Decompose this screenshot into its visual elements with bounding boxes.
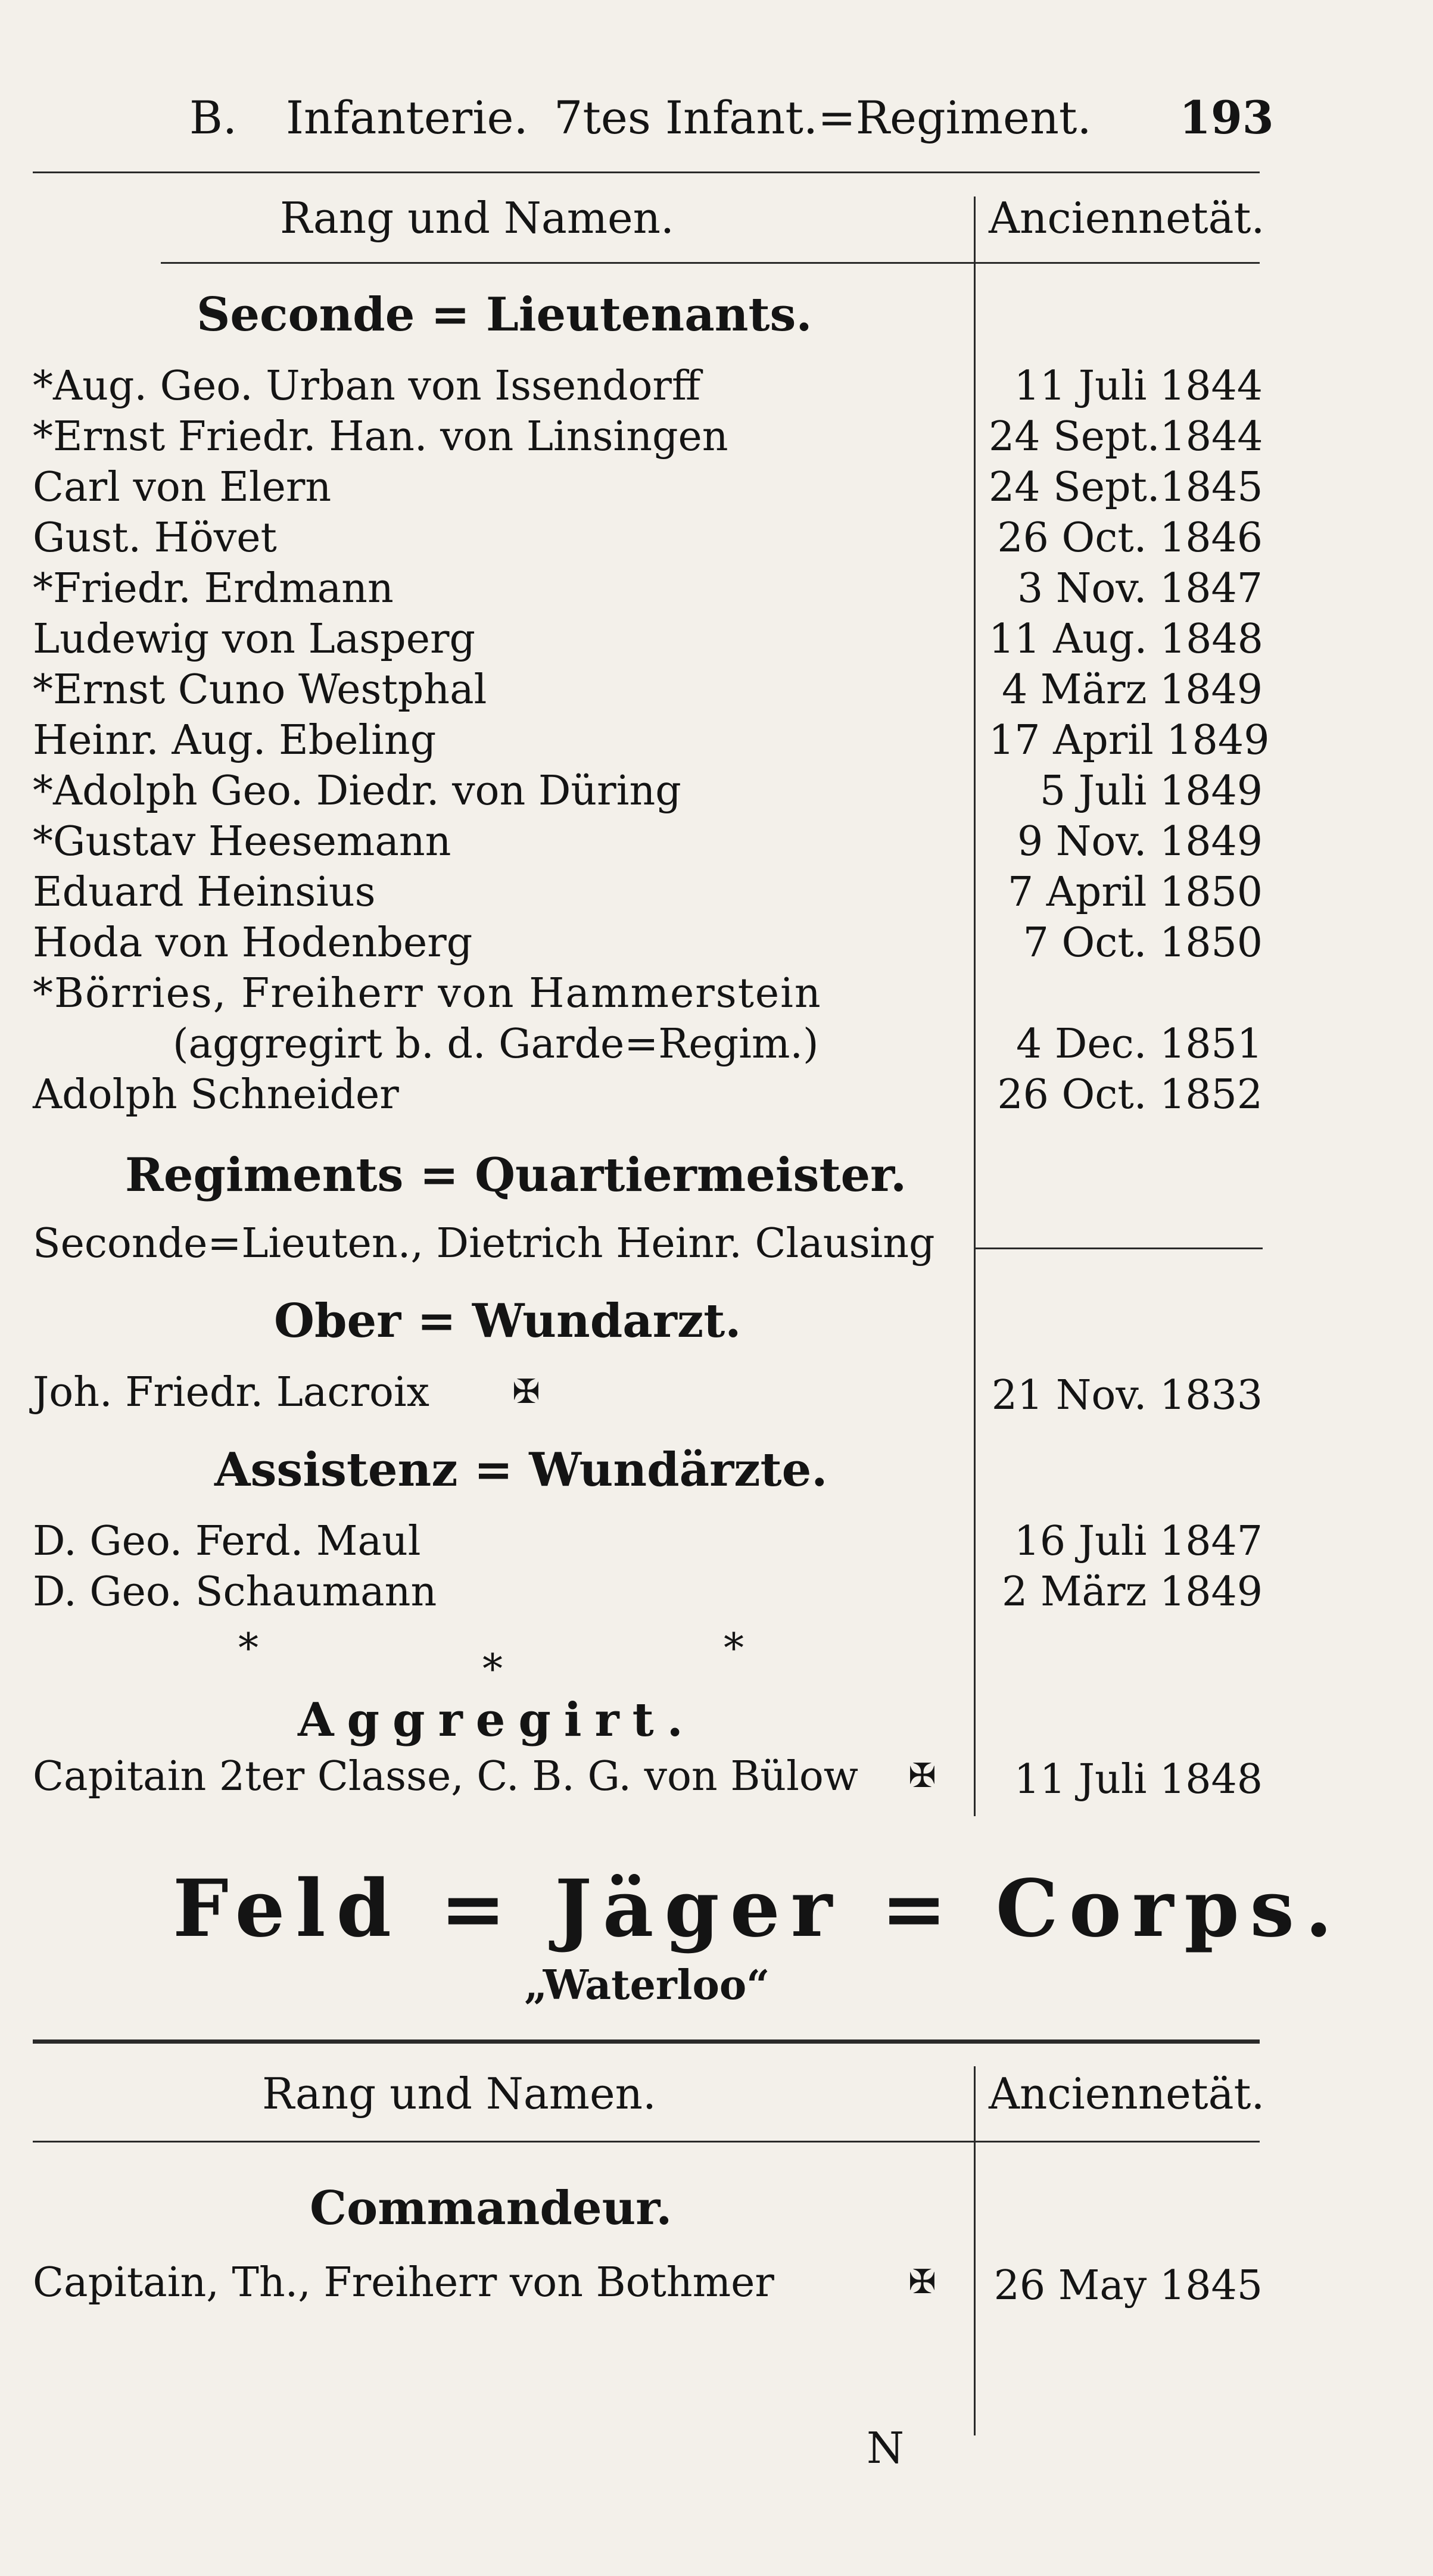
list-item-date: 24 Sept.1845 (989, 464, 1263, 511)
aggregirt-date: 11 Juli 1848 (1014, 1756, 1263, 1803)
order-cross-icon: ✠ (908, 1757, 936, 1795)
column-header-rule (161, 262, 1260, 264)
page-number: 193 (1179, 91, 1274, 144)
list-item: Gust. Hövet (33, 514, 277, 562)
list-item-date: 4 März 1849 (1001, 666, 1263, 713)
column-header-date: Anciennetät. (989, 2069, 1265, 2119)
list-item-date: 9 Nov. 1849 (1017, 818, 1263, 865)
list-item-date: 11 Juli 1844 (1014, 363, 1263, 410)
list-item: *Aug. Geo. Urban von Issendorff (33, 363, 701, 410)
list-item: *Ernst Friedr. Han. von Linsingen (33, 413, 728, 460)
category-title: Infanterie. (286, 91, 528, 144)
list-item: Carl von Elern (33, 464, 332, 511)
commandeur-name: Capitain, Th., Freiherr von Bothmer (33, 2259, 774, 2306)
section-letter: B. (189, 91, 238, 144)
list-item-date: 7 April 1850 (1007, 869, 1263, 916)
list-item-date: 11 Aug. 1848 (989, 616, 1263, 663)
quartiermeister-name: Seconde=Lieuten., Dietrich Heinr. Clausing (33, 1220, 935, 1267)
list-item: Ludewig von Lasperg (33, 616, 475, 663)
commandeur-date: 26 May 1845 (993, 2262, 1263, 2309)
list-item-date: 3 Nov. 1847 (1017, 565, 1263, 612)
order-cross-icon: ✠ (908, 2263, 936, 2301)
section-title-ober-wundarzt: Ober = Wundarzt. (274, 1294, 742, 1348)
list-item-date: 16 Juli 1847 (1014, 1518, 1263, 1565)
list-item-date: 26 Oct. 1852 (997, 1071, 1263, 1118)
list-item-date: 17 April 1849 (989, 717, 1270, 764)
column-header-name: Rang und Namen. (262, 2069, 656, 2119)
list-item: *Gustav Heesemann (33, 818, 451, 865)
list-item: *Friedr. Erdmann (33, 565, 394, 612)
section-title-aggregirt: Aggregirt. (298, 1693, 696, 1747)
signature-mark: N (867, 2423, 904, 2473)
list-item: Hoda von Hodenberg (33, 919, 473, 966)
corps-title: Feld = Jäger = Corps. (173, 1863, 1343, 1955)
column-divider (974, 197, 976, 1816)
list-item-date: 7 Oct. 1850 (1023, 919, 1263, 966)
list-item-date: 4 Dec. 1851 (1015, 1021, 1263, 1068)
separator-star: * (724, 1625, 744, 1672)
list-item-date: 26 Oct. 1846 (997, 514, 1263, 562)
separator-star: * (482, 1646, 503, 1693)
list-item: *Adolph Geo. Diedr. von Düring (33, 768, 681, 815)
column-header-date: Anciennetät. (989, 193, 1265, 243)
section-title-assistenz-wundaerzte: Assistenz = Wundärzte. (214, 1443, 828, 1497)
header-rule (33, 171, 1260, 173)
list-item: *Ernst Cuno Westphal (33, 666, 487, 713)
list-item-note: (aggregirt b. d. Garde=Regim.) (173, 1021, 819, 1068)
list-item: D. Geo. Ferd. Maul (33, 1518, 421, 1565)
section-title-commandeur: Commandeur. (310, 2181, 672, 2235)
section-title-quartiermeister: Regiments = Quartiermeister. (125, 1148, 907, 1202)
ober-wundarzt-date: 21 Nov. 1833 (991, 1372, 1263, 1419)
aggregirt-name: Capitain 2ter Classe, C. B. G. von Bülow (33, 1753, 858, 1800)
list-item: Adolph Schneider (33, 1071, 399, 1118)
list-item: Eduard Heinsius (33, 869, 376, 916)
column-divider (974, 2066, 976, 2435)
corps-subtitle: „Waterloo“ (524, 1961, 770, 2009)
regiment-title: 7tes Infant.=Regiment. (554, 91, 1092, 144)
list-item: Heinr. Aug. Ebeling (33, 717, 437, 764)
separator-star: * (238, 1625, 258, 1672)
corps-thick-rule (33, 2039, 1260, 2044)
list-item: D. Geo. Schaumann (33, 1568, 437, 1616)
list-item: *Börries, Freiherr von Hammerstein (33, 970, 822, 1017)
list-item-date: 5 Juli 1849 (1039, 768, 1263, 815)
column-header-rule (33, 2141, 1260, 2142)
section-title-seconde-lieutenants: Seconde = Lieutenants. (197, 288, 812, 342)
ober-wundarzt-name: Joh. Friedr. Lacroix (33, 1369, 430, 1416)
quartiermeister-rule (974, 1248, 1263, 1249)
order-cross-icon: ✠ (512, 1373, 540, 1411)
list-item-date: 2 März 1849 (1001, 1568, 1263, 1616)
column-header-name: Rang und Namen. (280, 193, 674, 243)
list-item-date: 24 Sept.1844 (989, 413, 1263, 460)
